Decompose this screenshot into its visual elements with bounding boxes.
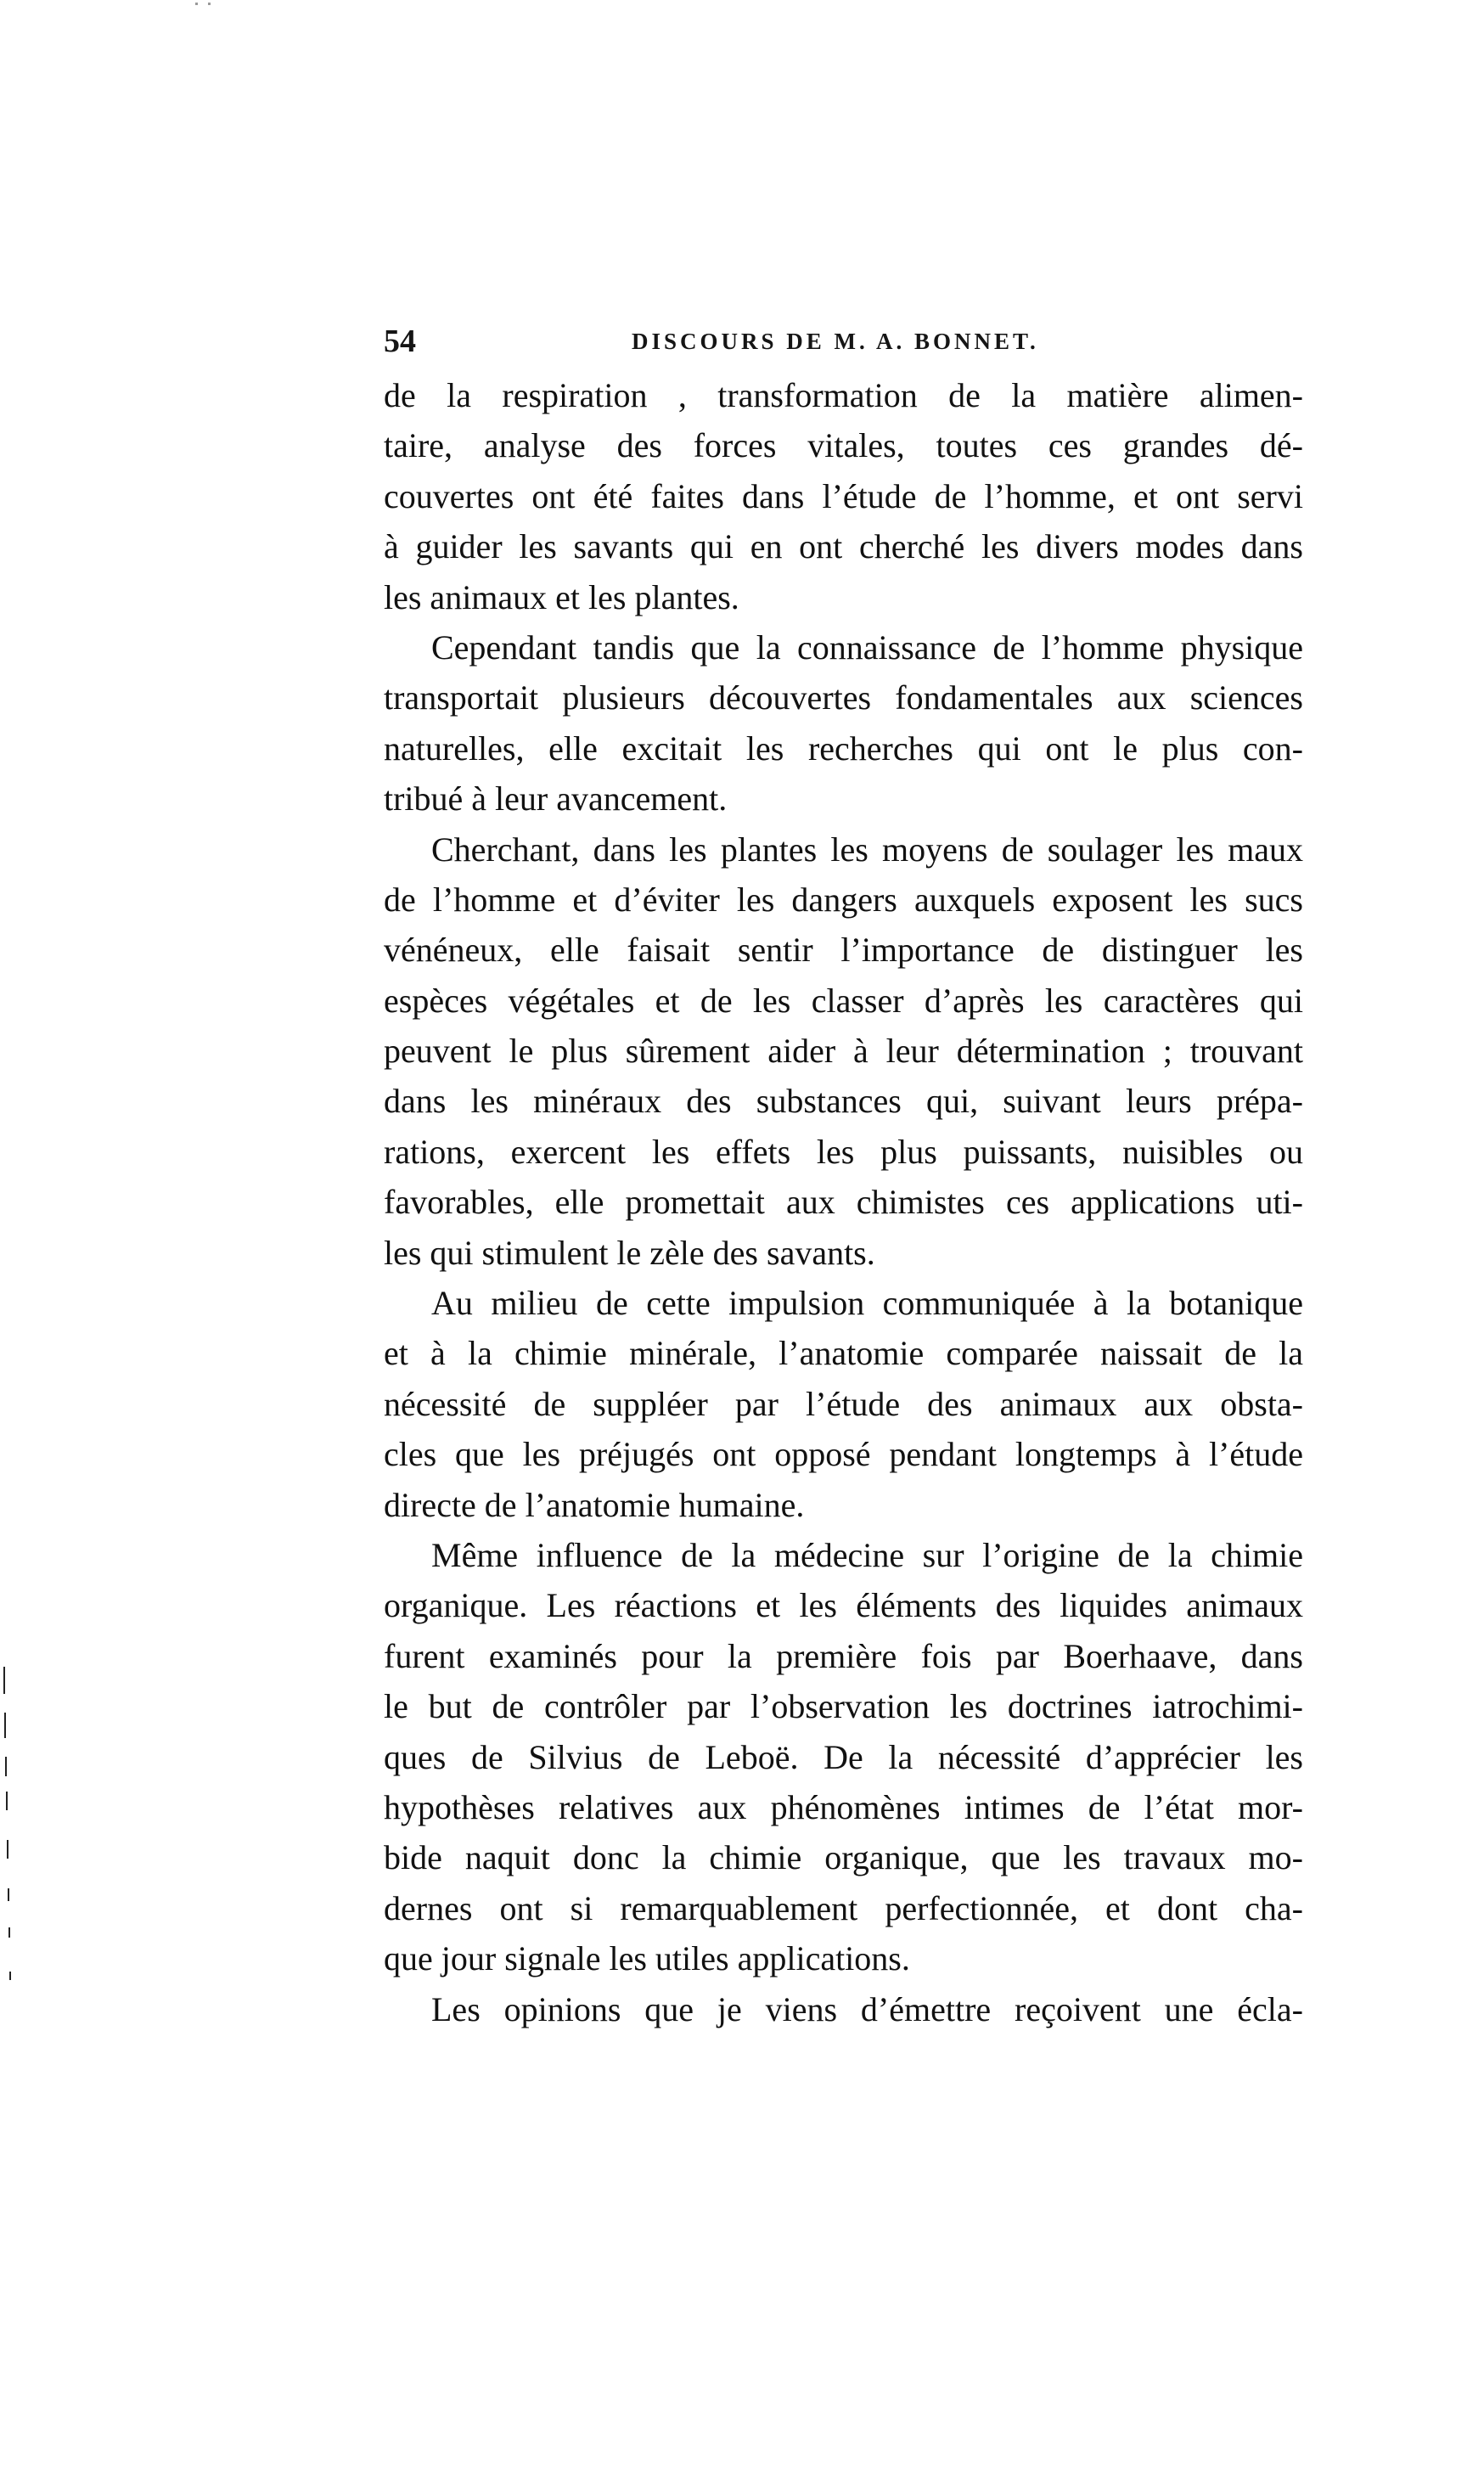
text-line: furent examinés pour la première fois par Boerhaave, dans [384, 1636, 1303, 1675]
text-line: Au milieu de cette impulsion communiquée à la botanique [431, 1284, 1303, 1323]
paragraph [384, 622, 1303, 824]
scan-artifact [3, 1667, 5, 1694]
text-line: Cependant tandis que la connaissance de l’homme physique [431, 627, 1303, 667]
text-line: taire, analyse des forces vitales, toutes ces grandes dé- [384, 426, 1303, 465]
text-line: hypothèses relatives aux phénomènes intimes de l’état mor- [384, 1787, 1303, 1826]
text-line: dans les minéraux des substances qui, suivant leurs prépa- [384, 1082, 1303, 1121]
scan-speck [208, 3, 211, 5]
paragraph [384, 1984, 1303, 2034]
text-line: transportait plusieurs découvertes fondamentales aux sciences [384, 678, 1303, 717]
text-line: naturelles, elle excitait les recherches qui ont le plus con- [384, 729, 1303, 768]
paragraph [384, 1278, 1303, 1530]
text-line: vénéneux, elle faisait sentir l’importance de distinguer les [384, 931, 1303, 970]
text-line: et à la chimie minérale, l’anatomie comparée naissait de la [384, 1334, 1303, 1373]
text-line: les animaux et les plantes. [384, 577, 739, 616]
body-text [384, 370, 1303, 2034]
text-line: couvertes ont été faites dans l’étude de l’homme, et ont servi [384, 476, 1303, 515]
text-line: rations, exercent les effets les plus puissants, nuisibles ou [384, 1132, 1303, 1171]
scan-speck [195, 3, 198, 5]
text-line: de l’homme et d’éviter les dangers auxquels exposent les sucs [384, 880, 1303, 919]
text-line: espèces végétales et de les classer d’après les caractères qui [384, 981, 1303, 1020]
text-line: de la respiration , transformation de la matière alimen- [384, 376, 1303, 414]
scan-artifact [7, 1840, 8, 1859]
page-number: 54 [384, 323, 416, 359]
text-line: nécessité de suppléer par l’étude des animaux aux obsta- [384, 1384, 1303, 1423]
scan-artifact [5, 1757, 7, 1776]
scan-artifact [4, 1713, 6, 1738]
text-line: dernes ont si remarquablement perfectionnée, et dont cha- [384, 1888, 1303, 1927]
scan-artifact [8, 1888, 9, 1901]
paragraph [384, 370, 1303, 622]
text-line: Même influence de la médecine sur l’origine de la chimie [431, 1535, 1303, 1574]
scan-artifact [8, 1927, 10, 1938]
text-line: favorables, elle promettait aux chimistes ces applications uti- [384, 1183, 1303, 1222]
text-line: tribué à leur avancement. [384, 779, 728, 819]
text-line: le but de contrôler par l’observation les doctrines iatrochimi- [384, 1687, 1303, 1726]
text-line: bide naquit donc la chimie organique, que les travaux mo- [384, 1838, 1303, 1877]
text-line: Les opinions que je viens d’émettre reçoivent une écla- [431, 1989, 1303, 2028]
scan-artifact [9, 1972, 11, 1980]
scan-artifact [6, 1792, 8, 1810]
text-line: à guider les savants qui en ont cherché les divers modes dans [384, 527, 1303, 566]
text-line: les qui stimulent le zèle des savants. [384, 1233, 875, 1272]
running-head [384, 323, 1303, 360]
text-line: ques de Silvius de Leboë. De la nécessité d’apprécier les [384, 1737, 1303, 1776]
text-line: Cherchant, dans les plantes les moyens de soulager les maux [431, 830, 1303, 869]
text-line: peuvent le plus sûrement aider à leur détermination ; trouvant [384, 1032, 1303, 1071]
paragraph [384, 824, 1303, 1279]
text-line: directe de l’anatomie humaine. [384, 1485, 805, 1524]
text-line: cles que les préjugés ont opposé pendant longtemps à l’étude [384, 1435, 1303, 1474]
text-line: organique. Les réactions et les éléments des liquides animaux [384, 1586, 1303, 1625]
paragraph [384, 1530, 1303, 1984]
text-line: que jour signale les utiles applications. [384, 1939, 910, 1978]
running-title: DISCOURS DE M. A. BONNET. [632, 329, 1039, 354]
